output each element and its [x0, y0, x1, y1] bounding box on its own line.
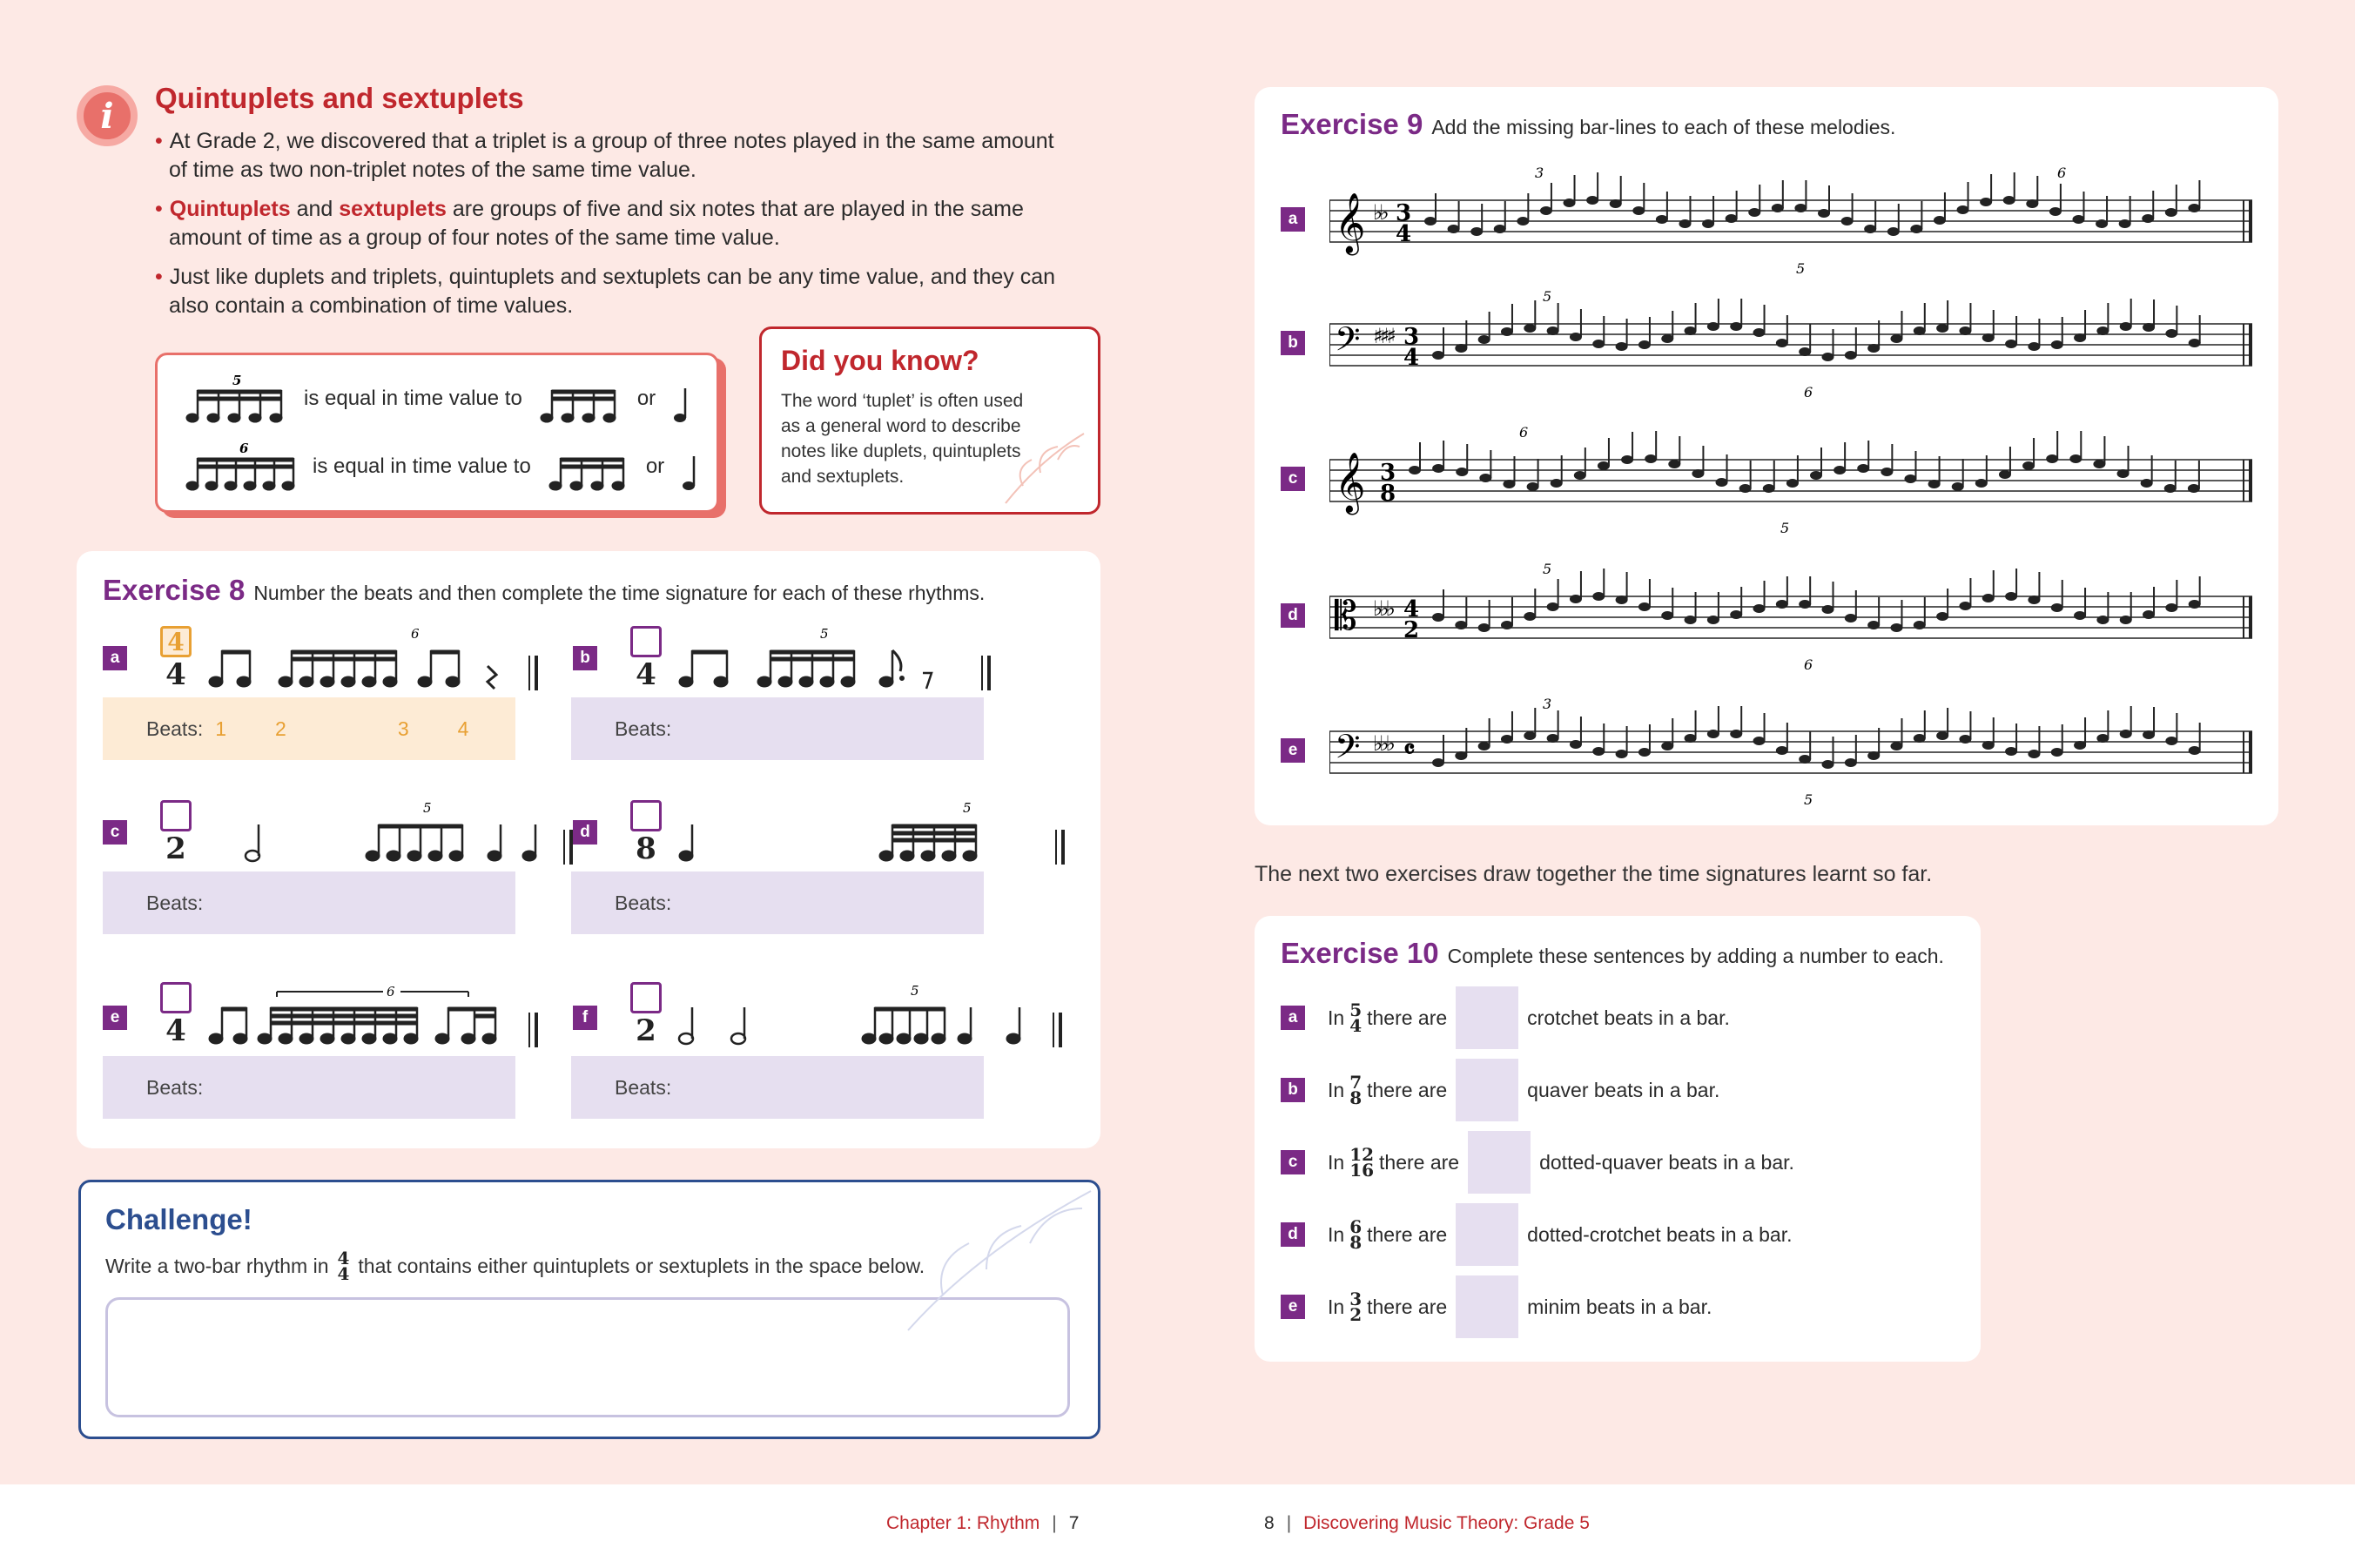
answer-box-e[interactable] [1456, 1275, 1518, 1338]
note-head [1570, 333, 1582, 341]
exercise-10-header: Exercise 10 Complete these sentences by adding a number to each. [1281, 937, 1944, 969]
challenge-title: Challenge! [105, 1203, 252, 1235]
note-head [1753, 604, 1766, 613]
note-head [2141, 479, 2153, 488]
rhythm-d [677, 795, 1069, 865]
note-head [2074, 611, 2086, 620]
time-signature-top-f[interactable] [630, 982, 662, 1013]
tuplet-equivalence-box [155, 353, 719, 513]
note-head [1616, 750, 1628, 758]
footer-band [0, 1484, 2355, 1568]
note-head [1928, 480, 1941, 488]
note-head [2165, 329, 2177, 338]
note-head [2005, 340, 2017, 348]
exercise-8-header: Exercise 8 Number the beats and then complete the time signature for each of these rhythms. [103, 574, 986, 606]
tuplet-number: 3 [1543, 697, 1552, 712]
note-head [1692, 469, 1704, 478]
note-head [1982, 333, 1995, 342]
note-head [2165, 208, 2177, 217]
beats-answer-d[interactable]: Beats: [571, 871, 984, 934]
time-signature-e: 4 [160, 982, 192, 1048]
answer-box-a[interactable] [1456, 986, 1518, 1049]
beats-answer-c[interactable]: Beats: [103, 871, 515, 934]
note-head [1818, 209, 1830, 218]
note-head [1914, 326, 1926, 335]
note-head [1763, 484, 1775, 493]
answer-box-c[interactable] [1468, 1131, 1531, 1194]
note-head [2189, 339, 2201, 347]
leaf-decoration-icon [997, 425, 1093, 512]
note-head [1887, 227, 1900, 236]
tuplet-number: 5 [1804, 791, 1813, 808]
time-signature-a: 4 4 [160, 626, 192, 692]
note-head [2072, 215, 2084, 224]
svg-text:5: 5 [911, 983, 919, 999]
rhythm-c [207, 795, 599, 865]
note-head [2026, 199, 2038, 208]
time-signature: 7 8 [1349, 1072, 1363, 1108]
note-head [1867, 344, 1880, 353]
note-head [1685, 616, 1697, 624]
note-head [1540, 206, 1552, 215]
note-head [1645, 454, 1657, 463]
svg-text:6: 6 [239, 441, 249, 456]
crotchet-icon [671, 373, 692, 425]
note-head [1616, 596, 1628, 604]
note-head [2028, 342, 2040, 351]
note-head [1999, 470, 2011, 479]
beats-answer-b[interactable]: Beats: [571, 697, 984, 760]
crotchet-icon [680, 441, 701, 493]
note-head [1730, 322, 1742, 331]
note-head [1432, 758, 1444, 767]
note-head [1661, 742, 1673, 750]
note-head [1867, 751, 1880, 760]
note-head [1982, 594, 1995, 602]
clef-icon: 𝄢 [1335, 727, 1361, 774]
note-head [1679, 219, 1691, 228]
note-head [2028, 596, 2040, 604]
note-head [1959, 735, 1971, 744]
note-head [2165, 603, 2177, 612]
tuplet-number: 6 [1804, 656, 1813, 673]
note-head [1586, 196, 1598, 205]
svg-text:5: 5 [232, 373, 242, 388]
did-you-know-box [759, 326, 1100, 515]
key-signature: ♯♯♯ [1373, 324, 1393, 348]
note-head [2120, 322, 2132, 331]
note-head [1455, 751, 1467, 760]
note-head [2046, 454, 2058, 463]
note-head [1753, 328, 1766, 337]
note-head [2005, 592, 2017, 601]
key-signature: ♭♭ [1373, 200, 1386, 225]
note-head [1574, 471, 1586, 480]
note-head [1810, 471, 1822, 480]
note-head [1455, 344, 1467, 353]
note-head [1822, 760, 1834, 769]
note-head [1914, 734, 1926, 743]
note-head [1551, 479, 1563, 488]
four-semiquavers-icon [538, 373, 622, 425]
time-signature-c: 2 [160, 800, 192, 866]
did-you-know-title: Did you know? [781, 345, 979, 376]
rhythm-a [207, 621, 599, 690]
answer-box-d[interactable] [1456, 1203, 1518, 1266]
sentence-c: c In 12 16 there are dotted-quaver beats in a bar. [1281, 1131, 1794, 1194]
note-head [1638, 340, 1651, 349]
note-head [1776, 339, 1788, 347]
note-head [1857, 464, 1869, 473]
note-head [1959, 326, 1971, 335]
time-signature-bottom: 8 [1380, 481, 1396, 507]
note-head [1980, 198, 1992, 206]
note-head [1748, 208, 1760, 217]
exercise-9-label-d: d [1281, 603, 1305, 628]
note-head [2093, 460, 2105, 468]
beats-answer-a[interactable]: Beats: 1 2 3 4 [103, 697, 515, 760]
tuplet-number: 6 [1804, 384, 1813, 400]
note-head [1570, 595, 1582, 603]
tuplet-number: 5 [1780, 520, 1790, 536]
note-head [1547, 326, 1559, 335]
quintuplet-equivalence-row: 5 is equal in time value to or [184, 373, 692, 425]
note-head [2120, 730, 2132, 738]
note-head [2069, 454, 2082, 463]
exercise-8-label-a: a [103, 646, 127, 670]
rhythm-b [677, 621, 1069, 690]
note-head [1501, 621, 1513, 629]
tuplet-number: 5 [1543, 289, 1552, 305]
svg-text:5: 5 [423, 800, 432, 816]
svg-text:5: 5 [963, 800, 972, 816]
note-head [1456, 468, 1468, 476]
note-head [1470, 227, 1483, 236]
leaf-decoration-icon [891, 1182, 1100, 1339]
note-head [1685, 326, 1697, 335]
note-head [1726, 214, 1738, 223]
info-bullet-2: • Quintuplets and sextuplets are groups of five and six notes that are played in the same amount of time as a group of four notes of the same time value. [155, 197, 1024, 250]
melody-staff-b[interactable] [1329, 289, 2252, 402]
note-head [1494, 225, 1506, 233]
clef-icon: 𝄢 [1335, 320, 1361, 367]
sentence-d: d In 6 8 there are dotted-crotchet beats in a bar. [1281, 1203, 1792, 1266]
note-head [1707, 322, 1719, 331]
melody-staff-e[interactable] [1329, 697, 2252, 810]
note-head [1890, 334, 1902, 343]
note-head [1822, 605, 1834, 614]
note-head [1707, 730, 1719, 738]
time-signature-top: 3 [1380, 460, 1396, 486]
time-signature: 3 2 [1349, 1289, 1363, 1325]
beats-answer-f[interactable]: Beats: [571, 1056, 984, 1119]
note-head [1914, 621, 1926, 629]
sextuplet-equivalence-row: 6 is equal in time value to or [184, 441, 701, 493]
note-head [1841, 217, 1854, 225]
key-signature: ♭♭♭ [1373, 731, 1392, 756]
note-head [1822, 353, 1834, 361]
note-head [1547, 602, 1559, 611]
time-signature-b: 4 [630, 626, 662, 692]
tuplet-number: 6 [1519, 425, 1529, 441]
exercise-10-card [1255, 916, 1981, 1362]
note-head [1845, 351, 1857, 360]
challenge-time-signature: 4 4 [337, 1248, 350, 1284]
note-head [2165, 737, 2177, 745]
note-head [1661, 611, 1673, 620]
note-head [1616, 342, 1628, 351]
time-signature-top: 4 [1403, 596, 1420, 622]
exercise-intro-note: The next two exercises draw together the time signatures learnt so far. [1255, 862, 1933, 886]
note-head [1975, 479, 1988, 488]
time-signature-top-e[interactable] [160, 982, 192, 1013]
note-head [1570, 740, 1582, 749]
note-head [1702, 219, 1714, 228]
exercise-8-label-f: f [573, 1006, 597, 1030]
note-head [1517, 217, 1529, 225]
time-signature-top: 3 [1396, 200, 1412, 226]
note-head [1685, 734, 1697, 743]
time-signature-top-c[interactable] [160, 800, 192, 831]
note-head [1610, 199, 1622, 208]
note-head [1478, 742, 1490, 750]
note-head [1478, 623, 1490, 632]
note-head [1409, 466, 1421, 474]
note-head [1890, 742, 1902, 750]
note-head [2051, 748, 2063, 757]
melody-staff-d[interactable] [1329, 562, 2252, 675]
note-head [1753, 737, 1766, 745]
melody-staff-c[interactable] [1329, 425, 2252, 538]
sextuplet-rhythm-icon [184, 441, 297, 493]
info-bullet-1: • At Grade 2, we discovered that a triplet is a group of three notes played in the same amount of time as two non-triplet notes of the same time value. [155, 129, 1054, 182]
note-head [2142, 214, 2154, 223]
note-head [1661, 334, 1673, 343]
note-head [1845, 614, 1857, 622]
note-head [1638, 748, 1651, 757]
note-head [1478, 335, 1490, 344]
sentence-a: a In 5 4 there are crotchet beats in a bar. [1281, 986, 1730, 1049]
note-head [2189, 746, 2201, 755]
right-footer: 8 | Discovering Music Theory: Grade 5 [1264, 1513, 1590, 1533]
rhythm-f [677, 978, 1069, 1047]
note-head [2049, 207, 2062, 216]
time-signature-bottom: 4 [1396, 221, 1412, 247]
note-head [1936, 324, 1948, 333]
note-head [1592, 340, 1605, 348]
note-head [2120, 616, 2132, 624]
note-head [2188, 484, 2200, 493]
note-head [1479, 474, 1491, 482]
note-head [2143, 323, 2155, 332]
note-head [2005, 747, 2017, 756]
note-head [1656, 215, 1668, 224]
challenge-box [78, 1180, 1100, 1439]
note-head [1707, 616, 1719, 624]
note-head [1934, 216, 1946, 225]
time-signature-top-d[interactable] [630, 800, 662, 831]
tuplet-number: 6 [2057, 165, 2067, 181]
note-head [1592, 747, 1605, 756]
exercise-8-card [77, 551, 1100, 1148]
note-head [1668, 460, 1680, 468]
note-head [1957, 205, 1969, 214]
key-signature: ♭♭♭ [1373, 596, 1392, 621]
note-head [2074, 333, 2086, 342]
note-head [1982, 741, 1995, 750]
note-head [1739, 484, 1752, 493]
time-signature-d: 8 [630, 800, 662, 866]
note-head [1730, 730, 1742, 738]
note-head [1432, 464, 1444, 473]
info-bullet-3: • Just like duplets and triplets, quintuplets and sextuplets can be any time value, and they can also contain a combination of time values. [155, 265, 1056, 318]
note-head [2189, 600, 2201, 609]
note-head [1501, 735, 1513, 744]
note-head [2074, 741, 2086, 750]
note-head [1904, 474, 1916, 483]
clef-icon: 𝄡 [1335, 592, 1357, 639]
note-head [2051, 340, 2063, 349]
note-head [1547, 734, 1559, 743]
exercise-8-label-c: c [103, 820, 127, 845]
note-head [1638, 602, 1651, 611]
time-signature: 5 4 [1349, 999, 1363, 1036]
note-head [1936, 612, 1948, 621]
note-head [1952, 482, 1964, 491]
exercise-9-header: Exercise 9 Add the missing bar-lines to each of these melodies. [1281, 108, 1896, 140]
note-head [2096, 326, 2109, 335]
clef-icon: 𝄞 [1335, 192, 1366, 253]
svg-text:5: 5 [820, 626, 829, 642]
note-head [1776, 600, 1788, 609]
note-head [1632, 206, 1645, 215]
exercise-8-label-b: b [573, 646, 597, 670]
note-head [1864, 225, 1876, 233]
note-head [1799, 347, 1811, 356]
note-head [2096, 734, 2109, 743]
answer-box-b[interactable] [1456, 1059, 1518, 1121]
info-title: Quintuplets and sextuplets [155, 82, 524, 114]
note-head [2051, 603, 2063, 612]
note-head [1776, 746, 1788, 755]
note-head [1503, 480, 1515, 488]
note-head [1834, 466, 1846, 474]
time-signature: 6 8 [1349, 1216, 1363, 1253]
did-you-know-body: The word ‘tuplet’ is often used as a general word to describe notes like duplets, quintuplets and sextuplets. [781, 391, 1024, 487]
time-signature-bottom: 2 [1403, 617, 1420, 643]
note-head [2119, 219, 2131, 228]
note-head [1867, 621, 1880, 629]
note-head [1524, 731, 1536, 740]
note-head [1455, 621, 1467, 629]
note-head [1881, 468, 1893, 476]
note-head [2164, 484, 2177, 493]
tuplet-number: 5 [1543, 562, 1552, 577]
clef-icon: 𝄞 [1335, 452, 1366, 513]
note-head [1432, 613, 1444, 622]
time-signature-top: 𝄴 [1403, 735, 1416, 765]
note-head [1799, 600, 1811, 609]
exercise-9-label-b: b [1281, 331, 1305, 355]
note-head [1730, 610, 1742, 619]
note-head [2003, 196, 2015, 205]
note-head [2143, 730, 2155, 739]
tuplet-number: 3 [1535, 165, 1544, 181]
sentence-e: e In 3 2 there are minim beats in a bar. [1281, 1275, 1712, 1338]
exercise-9-card [1255, 87, 2278, 825]
quintuplet-rhythm-icon [184, 373, 288, 425]
note-head [1890, 623, 1902, 632]
note-head [1564, 199, 1576, 207]
time-signature-top-a[interactable]: 4 [160, 626, 192, 657]
note-head [1621, 455, 1633, 464]
note-head [1501, 327, 1513, 336]
exercise-9-label-c: c [1281, 467, 1305, 491]
exercise-9-label-e: e [1281, 738, 1305, 763]
note-head [1432, 351, 1444, 360]
note-head [2028, 750, 2040, 758]
beats-answer-e[interactable]: Beats: [103, 1056, 515, 1119]
note-head [1794, 204, 1807, 212]
challenge-instructions: Write a two-bar rhythm in 4 4 that contains either quintuplets or sextuplets in the space below. [105, 1248, 925, 1284]
note-head [1716, 478, 1728, 487]
svg-text:6: 6 [387, 984, 395, 999]
melody-staff-a[interactable] [1329, 165, 2252, 279]
note-head [1448, 225, 1460, 233]
note-head [1786, 479, 1799, 488]
note-head [1527, 482, 1539, 491]
svg-text:6: 6 [411, 626, 420, 642]
tuplet-number: 5 [1796, 260, 1806, 277]
note-head [2188, 204, 2200, 212]
note-head [2096, 219, 2108, 228]
time-signature: 12 16 [1349, 1144, 1375, 1181]
sentence-b: b In 7 8 there are quaver beats in a bar. [1281, 1059, 1719, 1121]
note-head [1936, 731, 1948, 740]
exercise-8-label-d: d [573, 820, 597, 845]
time-signature-bottom: 4 [1403, 345, 1420, 371]
note-head [2096, 616, 2109, 624]
note-head [1424, 217, 1437, 225]
note-head [1598, 461, 1610, 470]
time-signature-top-b[interactable] [630, 626, 662, 657]
rhythm-e [207, 978, 599, 1047]
note-head [1772, 204, 1784, 212]
time-signature-top: 3 [1403, 324, 1420, 350]
note-head [1592, 592, 1605, 601]
time-signature-f: 2 [630, 982, 662, 1048]
exercise-8-label-e: e [103, 1006, 127, 1030]
exercise-9-label-a: a [1281, 207, 1305, 232]
four-semiquavers-icon [547, 441, 630, 493]
note-head [1524, 324, 1536, 333]
note-head [1524, 612, 1536, 621]
note-head [2117, 469, 2130, 478]
note-head [2022, 461, 2035, 470]
note-head [1845, 758, 1857, 767]
note-head [1910, 225, 1922, 233]
note-head [1959, 602, 1971, 610]
note-head [2143, 610, 2155, 619]
info-icon: i [77, 85, 138, 146]
note-head [1799, 755, 1811, 764]
left-footer: Chapter 1: Rhythm | 7 [886, 1513, 1080, 1533]
